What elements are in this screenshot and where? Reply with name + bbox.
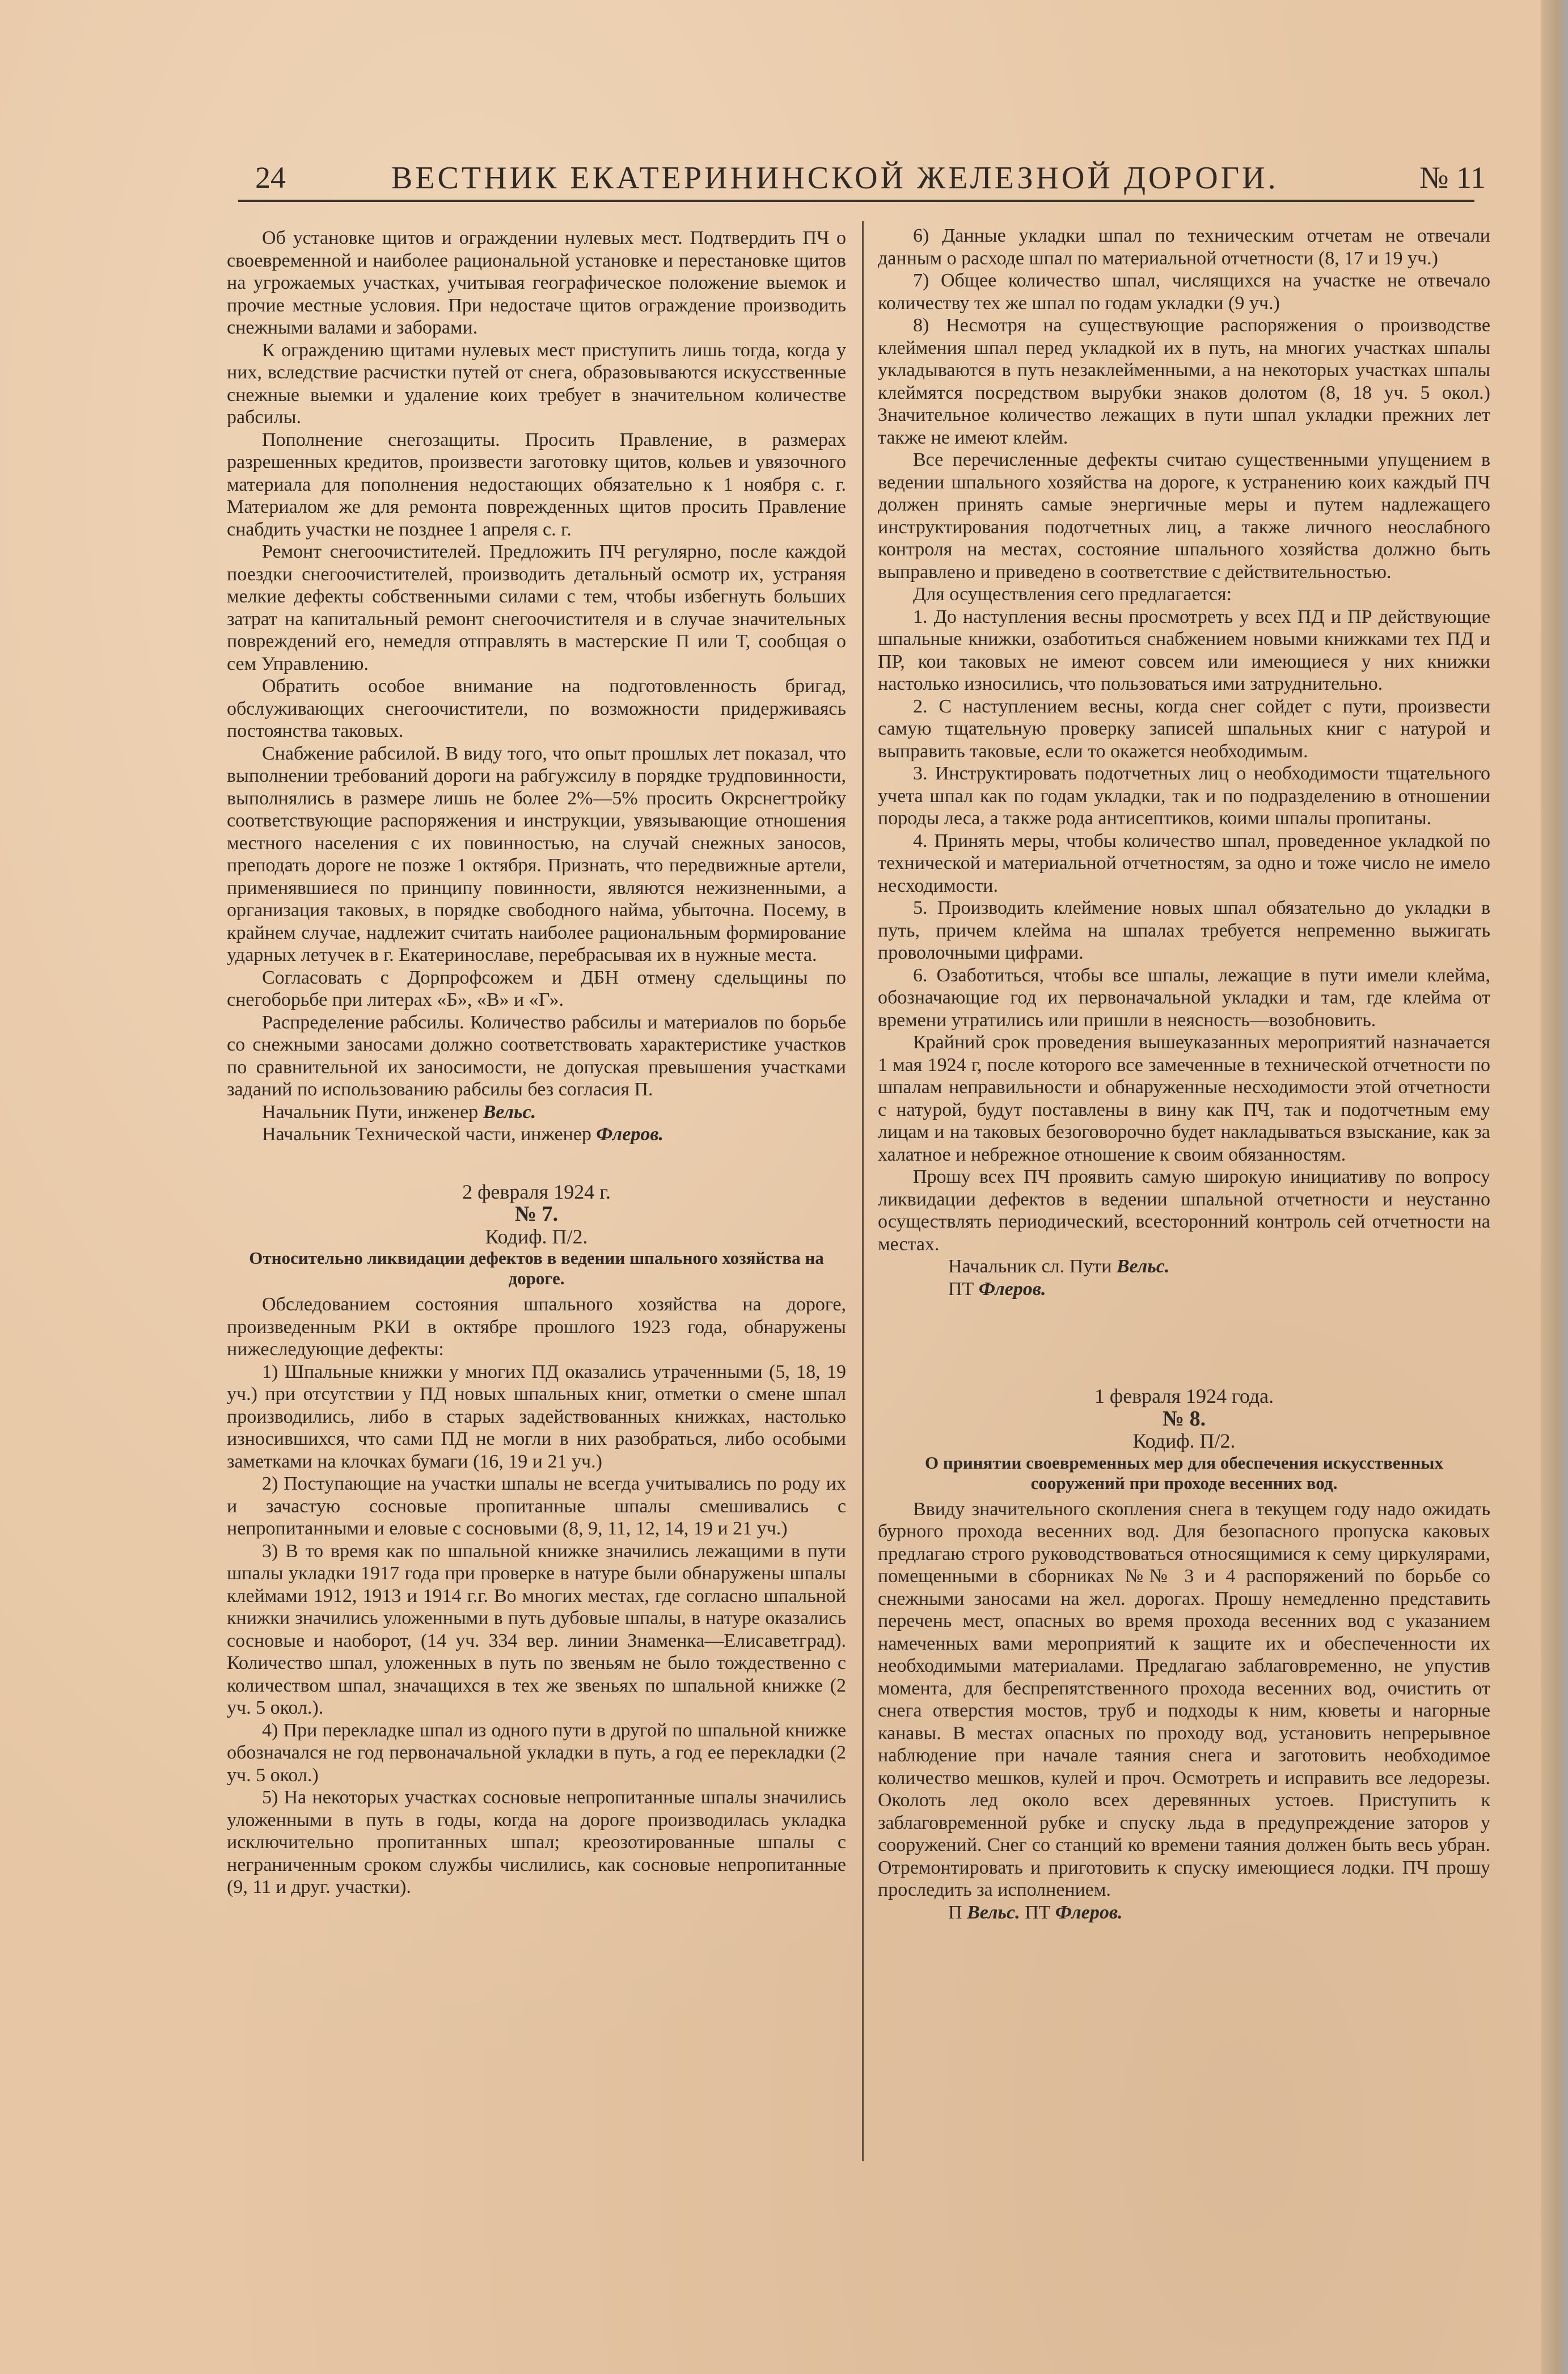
paragraph: 3. Инструктировать подотчетных лиц о необходимости тщательного учета шпал как по годам укладки, так и по подразделению в отношении породы леса, а также рода антисептиков, коими шпалы пропитаны. [878,763,1490,829]
paragraph: Для осуществления сего предлагается: [913,584,1232,605]
page-header [238,160,1486,205]
paragraph: Снабжение рабсилой. В виду того, что опыт прошлых лет показал, что выполнении требований дороги на рабгужсилу в порядке трудповинности, выполнялись в размере лишь не более 2%—5% просить Окрснегтройку соответствующие распоряжения и инструкции, увязывающие отношения местного населения с их повинностью, на случай снежных заносов, преподать дороге не позже 1 октября. Признать, что передвижные артели, применявшиеся по принципу повинности, являются нежизненными, а организация таковых, в порядке свободного найма, убыточна. Посему, в крайнем случае, надлежит считать наиболее рациональным формирование ударных летучек в г. Екатеринославе, перебрасывая их в нужные места. [227,743,846,965]
paragraph: 2. С наступлением весны, когда снег сойдет с пути, произвести самую тщательную проверку записей шпальных книг с натурой и выправить таковые, если то окажется необходимым. [878,695,1490,762]
paragraph: Ремонт снегоочистителей. Предложить ПЧ регулярно, после каждой поездки снегоочистителей, производить детальный осмотр их, устраняя мелкие дефекты собственными силами с тем, чтобы избегнуть больших затрат на капитальный ремонт снегоочистителя и в случае значительных повреждений его, немедля отправлять в мастерские П или Т, сообщая о сем Управлению. [227,541,846,674]
order-code: Кодиф. П/2. [485,1225,588,1248]
paragraph: 2) Поступающие на участки шпалы не всегда учитывались по роду их и зачастую сосновые пропитанные шпалы смешивались с непропитанными и еловые с сосновыми (8, 9, 11, 12, 14, 19 и 21 уч.) [227,1473,846,1539]
paragraph: Обследованием состояния шпального хозяйства на дороге, произведенным РКИ в октябре прошлого 1923 года, обнаружены нижеследующие дефекты: [227,1294,846,1360]
signature-line [878,1901,1490,1924]
paragraph: 3) В то время как по шпальной книжке значились лежащими в пути шпалы укладки 1917 года при проверке в натуре были обнаружены шпалы клеймами 1912, 1913 и 1914 г.г. Во многих местах, где согласно шпальной книжки значились уложенными в путь дубовые шпалы, в натуре оказались сосновые и наоборот, (14 уч. 334 вер. линии Знаменка—Елисаветград). Количество шпал, уложенных в путь по звеньям не было тождественно с количеством шпал, значащихся в тех же звеньях по шпальной книжке (2 уч. 5 окол.). [227,1540,846,1718]
signature-title: П [948,1901,962,1923]
signature-name: Флеров. [596,1124,664,1145]
signature-name: Флеров. [1055,1901,1123,1923]
paragraph: 1. До наступления весны просмотреть у всех ПД и ПР действующие шпальные книжки, озаботиться снабжением новыми книжками тех ПД и ПР, кои таковых не имеют совсем или имеющиеся у них книжки настолько износились, что пользоваться ими затруднительно. [878,606,1490,694]
order-title: О принятии своевременных мер для обеспечения искусственных сооружений при проходе весенних вод. [924,1452,1444,1493]
signature-name: Флеров. [978,1278,1046,1300]
paragraph: 8) Несмотря на существующие распоряжения о производстве клеймения шпал перед укладкой их в путь, на многих участках шпалы укладываются в путь незаклейменными, а на некоторых участках шпалы клеймятся посредством вырубки знаков долотом (8, 18 уч. 5 окол.) Значительное количество лежащих в пути шпал укладки прежних лет также не имеют клейм. [878,315,1490,448]
signature-name: Вельс. [483,1101,536,1123]
issue-number: № 11 [1419,161,1486,195]
paragraph: 5. Производить клеймение новых шпал обязательно до укладки в путь, причем клейма на шпалах требуется непременно выжигать проволочными цифрами. [878,897,1490,963]
paragraph: Пополнение снегозащиты. Просить Правление, в размерах разрешенных кредитов, произвести заготовку щитов, кольев и увязочного материала для пополнения недостающих обязательно к 1 ноября с. г. Материалом же для ремонта поврежденных щитов просить Правление снабдить участки не позднее 1 апреля с. г. [227,429,846,540]
paragraph: 1) Шпальные книжки у многих ПД оказались утраченными (5, 18, 19 уч.) при отсутствии у ПД новых шпальных книг, отметки о смене шпал производились, либо в старых задействованных книжках, настолько износившихся, что сами ПД не могли в них разобраться, либо особыми заметками на клочках бумаги (16, 19 и 21 уч.) [227,1361,846,1472]
signature-name: Вельс. [1116,1256,1170,1277]
page-number: 24 [255,161,286,195]
column-divider [862,221,864,2161]
paragraph: 7) Общее количество шпал, числящихся на участке не отвечало количеству тех же шпал по годам укладки (9 уч.) [878,270,1490,314]
paragraph: Об установке щитов и ограждении нулевых мест. Подтвердить ПЧ о своевременной и наиболее рациональной установке и перестановке щитов на угрожаемых участках, учитывая географическое положение выемок и прочие местные условия. При недостаче щитов ограждение производить снежными валами и заборами. [227,227,846,338]
paragraph: 4) При перекладке шпал из одного пути в другой по шпальной книжке обозначался не год первоначальной укладки в путь, а год ее перекладки (2 уч. 5 окол.) [227,1719,846,1786]
signature-line [878,1278,1490,1301]
header-rule [238,200,1474,202]
signature-line [878,1255,1490,1278]
signature-title: Начальник Пути, инженер [262,1101,479,1123]
paragraph: 4. Принять меры, чтобы количество шпал, проведенное укладкой по технической и материальной отчетностям, за одно и тоже число не имело несходимости. [878,830,1490,896]
left-column [227,227,846,1899]
signature-name: Вельс. [967,1901,1020,1923]
paragraph: Прошу всех ПЧ проявить самую широкую инициативу по вопросу ликвидации дефектов в ведении шпальной отчетности и неустанно осуществлять периодический, всесторонний контроль сей отчетности на местах. [878,1166,1490,1255]
paragraph: Согласовать с Дорпрофсожем и ДБН отмену сдельщины по снегоборьбе при литерах «Б», «В» и «Г». [227,967,846,1010]
paragraph: Ввиду значительного скопления снега в текущем году надо ожидать бурного прохода весенних вод. Для безопасного пропуска каковых предлагаю строго руководствоваться относящимися к сему циркулярами, помещенными в сборниках №№ 3 и 4 распоряжений по борьбе со снежными заносами на жел. дорогах. Прошу немедленно представить перечень мест, опасных во время прохода весенних вод с указанием намеченных вами мероприятий к защите их и обеспеченности их необходимыми материалами. Предлагаю заблаговременно, не упустив момента, для беспрепятственного прохода весенних вод, очистить от снега отверстия мостов, труб и подходы к ним, кюветы и нагорные канавы. В местах опасных по проходу вод, установить непрерывное наблюдение при начале таяния снега и заготовить необходимое количество мешков, кулей и проч. Осмотреть и исправить все ледорезы. Околоть лед около всех деревянных устоев. Приступить к заблаговременной рубке и спуску льда в предупреждение заторов у сооружений. Снег со станций ко времени таяния должен быть весь убран. Отремонтировать и приготовить к спуску имеющиеся лодки. ПЧ прошу проследить за исполнением. [878,1498,1490,1900]
paragraph: Обратить особое внимание на подготовленность бригад, обслуживающих снегоочистители, по возможности придерживаясь постоянства таковых. [227,676,846,741]
order-date: 2 февраля 1924 г. [462,1180,611,1203]
signature-line [227,1101,846,1124]
signature-title: ПТ [1025,1901,1051,1923]
paragraph: Распределение рабсилы. Количество рабсилы и материалов по борьбе со снежными заносами должно соответствовать характеристике участков по сравнительной их заносимости, не допуская превышения участками заданий по использованию рабсилы без согласия П. [227,1011,846,1100]
signature-line [227,1123,846,1146]
page-edge [1541,0,1568,2374]
order-date: 1 февраля 1924 года. [1094,1385,1274,1407]
order-title: Относительно ликвидации дефектов в ведении шпального хозяйства на дороге. [249,1248,824,1288]
order-number: № 8. [1162,1406,1206,1431]
paragraph: Крайний срок проведения вышеуказанных мероприятий назначается 1 мая 1924 г, после которого все замеченные в технической отчетности по шпалам неправильности и обнаруженные несходимости этой отчетности с натурой, будут поставлены в вину как ПЧ, так и подотчетным ему лицам и на таковых безоговорочно будет накладываться взыскание, как за халатное и небрежное отношение к своим обязанностям. [878,1032,1490,1165]
signature-title: Начальник Технической части, инженер [262,1124,591,1145]
signature-title: ПТ [948,1278,974,1300]
paragraph: 6) Данные укладки шпал по техническим отчетам не отвечали данным о расходе шпал по материальной отчетности (8, 17 и 19 уч.) [878,225,1490,269]
paragraph: 5) На некоторых участках сосновые непропитанные шпалы значились уложенными в путь в годы, когда на дороге производилась укладка исключительно пропитанных шпал; креозотированные шпалы с неграниченным сроком службы числились, как сосновые непропитанные (9, 11 и друг. участки). [227,1787,846,1897]
order-code: Кодиф. П/2. [1132,1430,1236,1452]
journal-title: ВЕСТНИК ЕКАТЕРИНИНСКОЙ ЖЕЛЕЗНОЙ ДОРОГИ. [391,161,1279,196]
signature-title: Начальник сл. Пути [948,1256,1112,1277]
paragraph: 6. Озаботиться, чтобы все шпалы, лежащие в пути имели клейма, обозначающие год их первоначальной укладки и там, где клейма от времени утратились или пришли в неясность—возобновить. [878,964,1490,1031]
paragraph: К ограждению щитами нулевых мест приступить лишь тогда, когда у них, вследствие расчистки путей от снега, образовываются искусственные снежные выемки и удаление коих требует в значительном количестве рабсилы. [227,339,846,428]
right-column [878,225,1490,1924]
order-number: № 7. [514,1202,559,1226]
paragraph: Все перечисленные дефекты считаю существенными упущением в ведении шпального хозяйства на дороге, к устранению коих каждый ПЧ должен принять самые энергичные меры и путем надлежащего инструктирования подотчетных лиц, а также личного неослабного контроля на местах, состояние шпального хозяйства должно быть выправлено и приведено в соответствие с действительностью. [878,449,1490,583]
